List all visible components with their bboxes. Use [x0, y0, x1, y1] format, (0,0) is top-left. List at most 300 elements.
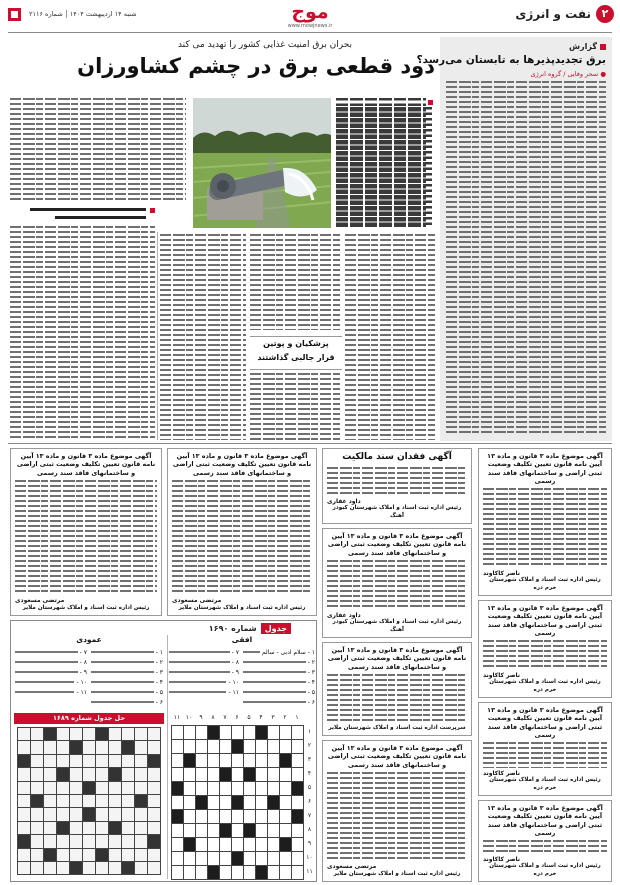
crossword-cell	[268, 740, 280, 754]
notice-title: آگهی موضوع ماده ۳ قانون و ماده ۱۳ آیین نامه قانون تعیین تکلیف وضعیت ثبتی اراضی و ساختمانهای فاقد سند رسمی	[487, 604, 603, 637]
solution-black-cell	[44, 849, 57, 862]
solution-cell	[18, 822, 31, 835]
crossword-divider	[167, 635, 168, 879]
solution-black-cell	[122, 862, 135, 875]
down-clue	[91, 667, 163, 677]
solution-cell	[109, 862, 122, 875]
solution-black-cell	[96, 728, 109, 741]
crossword-cell	[280, 726, 292, 740]
crossword-cell	[268, 810, 280, 824]
row-number-column	[304, 725, 315, 879]
crossword-cell	[172, 852, 184, 866]
solution-cell	[109, 741, 122, 754]
legal-notice	[478, 702, 612, 796]
row-number-label: ۹	[307, 840, 312, 847]
crossword-cell	[196, 726, 208, 740]
notice-signer: ناصر کاکاوند	[483, 769, 521, 777]
notice-signer: داود غفاری	[327, 497, 361, 505]
legal-notice	[322, 740, 472, 882]
crossword-cell	[208, 838, 220, 852]
crossword-cell	[232, 754, 244, 768]
solution-cell	[96, 768, 109, 781]
solution-cell	[44, 782, 57, 795]
crossword-cell	[208, 796, 220, 810]
lead-text-continued	[336, 107, 432, 228]
crossword-cell	[244, 796, 256, 810]
solution-black-cell	[18, 835, 31, 848]
ads-rule	[8, 443, 612, 444]
solution-cell	[148, 849, 161, 862]
crossword-black-cell	[208, 726, 220, 740]
crossword-cell	[292, 740, 304, 754]
across-clue	[243, 697, 315, 707]
crossword-cell	[184, 824, 196, 838]
column-rule	[157, 232, 158, 440]
row-number-label: ۶	[307, 798, 312, 805]
crossword-cell	[280, 796, 292, 810]
crossword-black-cell	[220, 768, 232, 782]
solution-black-cell	[96, 849, 109, 862]
down-title: عمودی	[76, 635, 102, 644]
crossword-cell	[268, 754, 280, 768]
notice-body	[327, 467, 467, 496]
down-clue	[91, 657, 163, 667]
crossword-black-cell	[172, 782, 184, 796]
crossword-cell	[220, 782, 232, 796]
crossword-cell	[256, 824, 268, 838]
section-title: نفت و انرژی	[515, 7, 591, 21]
down-clue	[91, 677, 163, 687]
clue-text: ۴ -	[307, 678, 315, 686]
crossword-cell	[220, 796, 232, 810]
solution-black-cell	[148, 755, 161, 768]
crossword-cell	[244, 754, 256, 768]
crossword-cell	[220, 852, 232, 866]
notice-body	[483, 742, 607, 767]
across-clue	[169, 667, 239, 677]
solution-cell	[122, 835, 135, 848]
crossword-number: شماره ۱۶۹۰	[208, 624, 257, 633]
down-clue	[15, 667, 87, 677]
main-kicker: بحران برق امنیت غذایی کشور را تهدید می کند	[177, 40, 353, 50]
solution-black-cell	[70, 741, 83, 754]
solution-cell	[135, 768, 148, 781]
solution-cell	[70, 728, 83, 741]
solution-cell	[18, 862, 31, 875]
logo-url: www.mowjnews.ir	[287, 23, 333, 29]
clue-text: ۸ -	[79, 658, 87, 666]
crossword-cell	[184, 740, 196, 754]
crossword-cell	[268, 866, 280, 880]
solution-cell	[109, 808, 122, 821]
clue-text: ۷ -	[79, 648, 87, 656]
clue-text: ۱۱ -	[76, 688, 87, 696]
solution-cell	[18, 768, 31, 781]
crossword-cell	[232, 838, 244, 852]
notice-role: سرپرست اداره ثبت اسناد و املاک شهرستان ملایر	[328, 724, 466, 731]
notice-title: آگهی فقدان سند مالکیت	[342, 452, 452, 462]
crossword-cell	[244, 726, 256, 740]
crossword-cell	[268, 782, 280, 796]
solution-black-cell	[18, 755, 31, 768]
notice-body	[483, 488, 607, 567]
column-number-row	[171, 713, 303, 724]
crossword-cell	[232, 726, 244, 740]
row-number-label: ۱	[307, 728, 312, 735]
crossword-cell	[184, 726, 196, 740]
legal-notice	[478, 600, 612, 698]
crossword-cell	[268, 726, 280, 740]
notice-role: رئیس اداره ثبت اسناد و املاک شهرستان کبودر آهنگ	[332, 505, 462, 519]
solution-cell	[70, 782, 83, 795]
crossword-cell	[280, 782, 292, 796]
down-clues-right	[91, 647, 163, 707]
crossword-cell	[232, 824, 244, 838]
row-number-label: ۲	[307, 742, 312, 749]
solution-cell	[18, 808, 31, 821]
crossword-cell	[280, 768, 292, 782]
solution-grid	[17, 727, 161, 875]
solution-cell	[122, 728, 135, 741]
crossword-cell	[244, 852, 256, 866]
notice-body	[327, 674, 467, 723]
crossword-cell	[196, 782, 208, 796]
crossword-black-cell	[292, 782, 304, 796]
clue-text: ۱۰ -	[76, 678, 87, 686]
solution-cell	[96, 835, 109, 848]
solution-cell	[44, 835, 57, 848]
logo-text: موج	[291, 1, 329, 23]
solution-cell	[109, 795, 122, 808]
notice-role: رئیس اداره ثبت اسناد و املاک شهرستان ملایر	[178, 604, 306, 611]
notice-signer: ناصر کاکاوند	[483, 855, 521, 863]
solution-cell	[122, 795, 135, 808]
notice-title: آگهی موضوع ماده ۳ قانون و ماده ۱۳ آیین نامه قانون تعیین تکلیف وضعیت ثبتی اراضی و ساختمانهای فاقد سند رسمی	[327, 532, 467, 557]
solution-cell	[148, 782, 161, 795]
crossword-cell	[196, 852, 208, 866]
solution-cell	[70, 822, 83, 835]
clue-text: ۲ -	[155, 658, 163, 666]
crossword-black-cell	[232, 740, 244, 754]
crossword-cell	[232, 768, 244, 782]
notice-signer: ناصر کاکاوند	[483, 671, 521, 679]
notice-role: رئیس اداره ثبت اسناد و املاک شهرستان خرم دره	[489, 679, 601, 693]
crossword-black-cell	[208, 866, 220, 880]
solution-cell	[57, 862, 70, 875]
solution-cell	[135, 849, 148, 862]
notice-title: آگهی موضوع ماده ۳ قانون و ماده ۱۳ آیین نامه قانون تعیین تکلیف وضعیت ثبتی اراضی و ساختمانهای فاقد سند رسمی	[487, 804, 603, 837]
crossword-black-cell	[196, 796, 208, 810]
main-story-column-1	[345, 234, 435, 440]
solution-cell	[70, 768, 83, 781]
clue-text: ۶ -	[155, 698, 163, 706]
crossword-cell	[268, 838, 280, 852]
solution-cell	[96, 822, 109, 835]
crossword-cell	[184, 768, 196, 782]
notice-role: رئیس اداره ثبت اسناد و املاک شهرستان ملایر	[333, 870, 461, 877]
solution-cell	[31, 822, 44, 835]
crossword-cell	[268, 768, 280, 782]
notice-signer: داود غفاری	[327, 611, 361, 619]
solution-black-cell	[44, 728, 57, 741]
crossword-cell	[256, 810, 268, 824]
solution-cell	[122, 808, 135, 821]
notice-title: آگهی موضوع ماده ۳ قانون و ماده ۱۳ آیین نامه قانون تعیین تکلیف وضعیت ثبتی اراضی و ساختمانهای فاقد سند رسمی	[327, 646, 467, 671]
inset-title-line-1: پزشکیان و پوتین	[263, 339, 329, 348]
solution-cell	[70, 835, 83, 848]
side-report	[416, 37, 612, 441]
crossword-cell	[232, 866, 244, 880]
clue-text: ۸ -	[231, 658, 239, 666]
issue-info	[26, 10, 166, 18]
column-number-label: ۶	[235, 714, 239, 721]
solution-cell	[109, 849, 122, 862]
solution-black-cell	[122, 741, 135, 754]
inset-story-title	[250, 336, 342, 370]
solution-cell	[122, 822, 135, 835]
crossword-cell	[280, 824, 292, 838]
crossword-cell	[196, 740, 208, 754]
solution-cell	[135, 755, 148, 768]
across-clue	[169, 647, 239, 657]
solution-cell	[18, 795, 31, 808]
solution-cell	[31, 741, 44, 754]
notice-signer: مرتضی مسعودی	[327, 862, 377, 870]
issue-number: شماره ۲۱۱۶	[26, 10, 67, 18]
solution-cell	[83, 822, 96, 835]
crossword-cell	[292, 866, 304, 880]
crossword-black-cell	[220, 824, 232, 838]
crossword-black-cell	[292, 810, 304, 824]
solution-cell	[44, 808, 57, 821]
lead-marker	[428, 100, 433, 105]
solution-cell	[18, 741, 31, 754]
notice-body	[483, 840, 607, 853]
crossword-grid	[171, 725, 304, 880]
crossword-cell	[220, 810, 232, 824]
column-number-label: ۲	[283, 714, 287, 721]
photo-irrigation-pump	[193, 98, 331, 228]
subhead-marker	[150, 208, 155, 213]
solution-cell	[96, 862, 109, 875]
issue-date: شنبه ۱۴ اردیبهشت ۱۴۰۴	[69, 10, 137, 18]
newspaper-logo	[262, 2, 358, 31]
legal-notice	[167, 448, 317, 616]
subhead	[30, 206, 146, 213]
crossword-cell	[172, 754, 184, 768]
row-number-label: ۱۱	[306, 868, 313, 875]
crossword-cell	[220, 838, 232, 852]
notice-role: رئیس اداره ثبت اسناد و املاک شهرستان کبودر آهنگ	[332, 619, 462, 633]
main-story-column-3	[160, 234, 246, 440]
clue-text: ۱۰ -	[228, 678, 239, 686]
solution-black-cell	[148, 835, 161, 848]
crossword-cell	[184, 866, 196, 880]
notice-title: آگهی موضوع ماده ۳ قانون و ماده ۱۳ آیین نامه قانون تعیین تکلیف وضعیت ثبتی اراضی و ساختمانهای فاقد سند رسمی	[16, 452, 156, 477]
notice-title: آگهی موضوع ماده ۳ قانون و ماده ۱۳ آیین نامه قانون تعیین تکلیف وضعیت ثبتی اراضی و ساختمانهای فاقد سند رسمی	[487, 452, 603, 485]
legal-notice	[10, 448, 162, 616]
solution-black-cell	[70, 862, 83, 875]
notice-signer: ناصر کاکاوند	[483, 569, 521, 577]
solution-cell	[148, 728, 161, 741]
crossword-black-cell	[184, 754, 196, 768]
across-clue	[243, 647, 315, 657]
notice-title: آگهی موضوع ماده ۳ قانون و ماده ۱۳ آیین نامه قانون تعیین تکلیف وضعیت ثبتی اراضی و ساختمانهای فاقد سند رسمی	[172, 452, 312, 477]
solution-cell	[57, 728, 70, 741]
legal-notice	[322, 642, 472, 736]
crossword-cell	[184, 810, 196, 824]
solution-cell	[135, 728, 148, 741]
solution-cell	[70, 849, 83, 862]
across-clue	[169, 687, 239, 697]
solution-cell	[122, 755, 135, 768]
solution-cell	[83, 835, 96, 848]
solution-cell	[83, 849, 96, 862]
down-clue	[91, 687, 163, 697]
across-title: افقی	[231, 635, 253, 644]
crossword-black-cell	[184, 838, 196, 852]
solution-cell	[83, 741, 96, 754]
crossword-cell	[256, 852, 268, 866]
clue-text: ۷ -	[231, 648, 239, 656]
notice-body	[327, 560, 467, 610]
inset-title-line-2: قرار جالبی گذاشتند	[257, 353, 335, 362]
solution-cell	[135, 808, 148, 821]
crossword-cell	[196, 866, 208, 880]
notice-title: آگهی موضوع ماده ۳ قانون و ماده ۱۳ آیین نامه قانون تعیین تکلیف وضعیت ثبتی اراضی و ساختمانهای فاقد سند رسمی	[487, 706, 603, 739]
solution-cell	[44, 822, 57, 835]
notice-body	[483, 640, 607, 669]
clue-text: ۳ -	[155, 668, 163, 676]
clue-text: ۱ -	[155, 648, 163, 656]
across-clue	[243, 677, 315, 687]
solution-cell	[135, 822, 148, 835]
report-body-text	[446, 81, 606, 435]
crossword-cell	[280, 810, 292, 824]
solution-cell	[70, 755, 83, 768]
column-number-label: ۷	[223, 714, 227, 721]
solution-cell	[148, 862, 161, 875]
crossword-cell	[220, 866, 232, 880]
down-clues-left	[15, 647, 87, 697]
legal-notice	[478, 448, 612, 596]
crossword-black-cell	[232, 796, 244, 810]
solution-cell	[148, 768, 161, 781]
column-number-label: ۱۱	[173, 714, 181, 721]
crossword-cell	[292, 796, 304, 810]
crossword-cell	[244, 740, 256, 754]
across-clue	[169, 657, 239, 667]
crossword-cell	[256, 754, 268, 768]
report-title: برق تجدیدپذیرها به تابستان می‌رسد؟	[416, 54, 606, 66]
crossword-cell	[172, 824, 184, 838]
crossword-cell	[208, 810, 220, 824]
crossword-cell	[292, 726, 304, 740]
crossword-cell	[280, 852, 292, 866]
crossword-cell	[172, 740, 184, 754]
across-clue	[243, 667, 315, 677]
solution-cell	[57, 835, 70, 848]
solution-cell	[31, 768, 44, 781]
crossword-cell	[256, 768, 268, 782]
left-story-text	[10, 98, 186, 202]
main-headline: دود قطعی برق در چشم کشاورزان	[77, 54, 435, 78]
crossword-black-cell	[232, 852, 244, 866]
crossword-cell	[220, 740, 232, 754]
crossword-cell	[292, 754, 304, 768]
row-number-label: ۸	[307, 826, 312, 833]
crossword-cell	[232, 782, 244, 796]
notice-signer: مرتضی مسعودی	[172, 596, 222, 604]
crossword-black-cell	[244, 824, 256, 838]
column-number-label: ۸	[211, 714, 215, 721]
notice-role: رئیس اداره ثبت اسناد و املاک شهرستان خرم دره	[489, 863, 601, 877]
down-clue	[15, 647, 87, 657]
crossword-cell	[208, 754, 220, 768]
notice-body	[172, 480, 312, 595]
report-tag: گزارش	[569, 42, 606, 51]
subhead-line-2	[55, 214, 146, 221]
crossword-cell	[244, 838, 256, 852]
crossword-cell	[184, 852, 196, 866]
legal-notice	[322, 528, 472, 638]
solution-cell	[122, 782, 135, 795]
solution-cell	[31, 835, 44, 848]
clue-text: ۱ - سلام ادبی - سالم	[261, 648, 315, 656]
solution-cell	[109, 755, 122, 768]
inset-story-text	[250, 373, 340, 440]
notice-role: رئیس اداره ثبت اسناد و املاک شهرستان خرم دره	[489, 577, 601, 591]
solution-cell	[148, 795, 161, 808]
clue-text: ۲ -	[307, 658, 315, 666]
solution-black-cell	[109, 822, 122, 835]
newspaper-icon	[8, 8, 21, 21]
crossword-cell	[172, 726, 184, 740]
crossword-cell	[256, 782, 268, 796]
solution-cell	[31, 862, 44, 875]
solution-cell	[83, 755, 96, 768]
crossword-cell	[208, 852, 220, 866]
solution-black-cell	[57, 822, 70, 835]
crossword-cell	[196, 824, 208, 838]
solution-cell	[44, 755, 57, 768]
crossword-cell	[196, 768, 208, 782]
row-number-label: ۷	[307, 812, 312, 819]
notice-body	[15, 480, 157, 595]
page-number-badge: ۲	[596, 5, 614, 23]
crossword-black-cell	[280, 838, 292, 852]
solution-cell	[148, 741, 161, 754]
left-story-text-continued	[10, 226, 155, 440]
solution-cell	[83, 862, 96, 875]
solution-cell	[31, 808, 44, 821]
main-story-column-2	[250, 234, 340, 330]
lost-deed-notice	[322, 448, 472, 524]
solution-cell	[70, 808, 83, 821]
crossword-cell	[256, 838, 268, 852]
solution-cell	[122, 768, 135, 781]
solution-black-cell	[109, 768, 122, 781]
crossword-cell	[196, 838, 208, 852]
crossword-label: جدول	[261, 623, 291, 634]
crossword-black-cell	[256, 726, 268, 740]
across-clues-left	[169, 647, 239, 697]
solution-cell	[135, 862, 148, 875]
column-number-label: ۵	[247, 714, 251, 721]
solution-cell	[135, 741, 148, 754]
crossword-cell	[244, 810, 256, 824]
solution-cell	[57, 808, 70, 821]
